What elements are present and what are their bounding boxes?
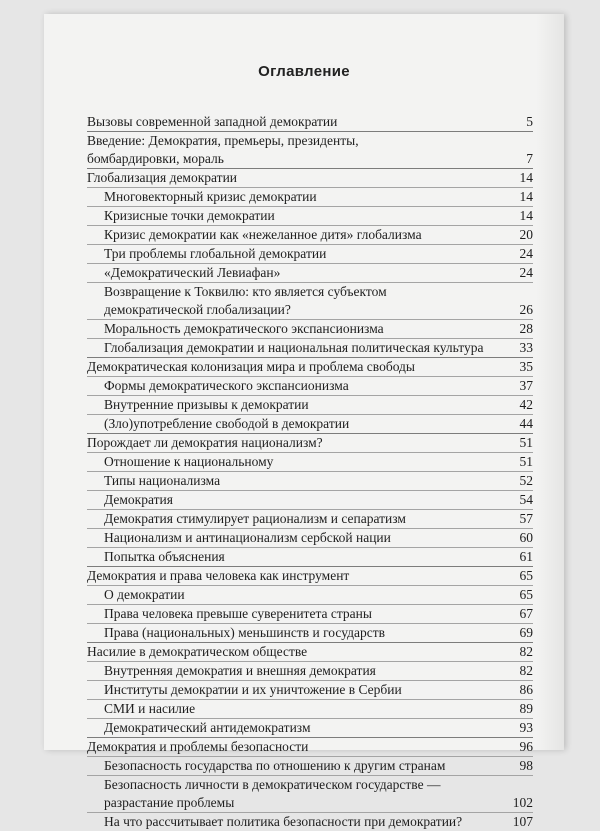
toc-chapter-row bbox=[87, 566, 533, 585]
toc-entry-title: Отношение к национальному bbox=[104, 454, 274, 469]
table-of-contents bbox=[87, 113, 533, 831]
toc-entry-title: Формы демократического экспансионизма bbox=[104, 378, 349, 393]
toc-entry-title: Демократия bbox=[104, 492, 173, 507]
toc-entry-title: Институты демократии и их уничтожение в Сербии bbox=[104, 682, 402, 697]
toc-page-number: 44 bbox=[519, 416, 533, 431]
toc-subsection-row bbox=[87, 604, 533, 623]
toc-page-number: 37 bbox=[519, 378, 533, 393]
toc-entry-title: Внутренние призывы к демократии bbox=[104, 397, 309, 412]
toc-subsection-row bbox=[87, 775, 533, 812]
toc-page-number: 33 bbox=[519, 340, 533, 355]
toc-page-number: 96 bbox=[519, 739, 533, 754]
toc-entry-title: Моральность демократического экспансионизма bbox=[104, 321, 384, 336]
toc-page-number: 82 bbox=[519, 644, 533, 659]
toc-page-number: 102 bbox=[512, 795, 533, 810]
toc-entry-title: Три проблемы глобальной демократии bbox=[104, 246, 327, 261]
toc-page-number: 28 bbox=[519, 321, 533, 336]
toc-entry-title: О демократии bbox=[104, 587, 185, 602]
toc-subsection-row bbox=[87, 718, 533, 737]
toc-page-number: 14 bbox=[519, 189, 533, 204]
toc-subsection-row bbox=[87, 509, 533, 528]
toc-chapter-row bbox=[87, 131, 533, 168]
toc-subsection-row bbox=[87, 623, 533, 642]
toc-entry-title: Кризис демократии как «нежеланное дитя» глобализма bbox=[104, 227, 422, 242]
toc-page-number: 42 bbox=[519, 397, 533, 412]
toc-page-number: 67 bbox=[519, 606, 533, 621]
toc-subsection-row bbox=[87, 452, 533, 471]
toc-entry-title: Демократия стимулирует рационализм и сепаратизм bbox=[104, 511, 406, 526]
toc-page-number: 20 bbox=[519, 227, 533, 242]
toc-page-number: 14 bbox=[519, 208, 533, 223]
toc-entry-title: Права (национальных) меньшинств и государств bbox=[104, 625, 385, 640]
toc-subsection-row bbox=[87, 376, 533, 395]
toc-entry-title: Глобализация демократии и национальная политическая культура bbox=[104, 340, 484, 355]
toc-subsection-row bbox=[87, 244, 533, 263]
toc-entry-title: Попытка объяснения bbox=[104, 549, 225, 564]
toc-entry-title: Демократическая колонизация мира и проблема свободы bbox=[87, 359, 415, 374]
toc-entry-title: «Демократический Левиафан» bbox=[104, 265, 281, 280]
toc-subsection-row bbox=[87, 756, 533, 775]
toc-chapter-row bbox=[87, 737, 533, 756]
toc-page-number: 5 bbox=[526, 114, 533, 129]
toc-entry-title: Порождает ли демократия национализм? bbox=[87, 435, 323, 450]
toc-entry-title: (Зло)употребление свободой в демократии bbox=[104, 416, 350, 431]
toc-chapter-row bbox=[87, 642, 533, 661]
toc-page-number: 65 bbox=[519, 587, 533, 602]
toc-subsection-row bbox=[87, 225, 533, 244]
toc-entry-title: Демократия и проблемы безопасности bbox=[87, 739, 309, 754]
toc-entry-title: Многовекторный кризис демократии bbox=[104, 189, 317, 204]
toc-entry-title: Национализм и антинационализм сербской нации bbox=[104, 530, 391, 545]
toc-subsection-row bbox=[87, 680, 533, 699]
toc-page-number: 93 bbox=[519, 720, 533, 735]
toc-entry-title: СМИ и насилие bbox=[104, 701, 196, 716]
toc-subsection-row bbox=[87, 699, 533, 718]
toc-subsection-row bbox=[87, 528, 533, 547]
toc-subsection-row bbox=[87, 661, 533, 680]
toc-page-number: 86 bbox=[519, 682, 533, 697]
toc-chapter-row bbox=[87, 433, 533, 452]
toc-chapter-row bbox=[87, 113, 533, 131]
toc-entry-title: Введение: Демократия, премьеры, президенты, бомбардировки, мораль bbox=[87, 133, 359, 166]
toc-subsection-row bbox=[87, 282, 533, 319]
toc-entry-title: Типы национализма bbox=[104, 473, 221, 488]
toc-page-number: 26 bbox=[519, 302, 533, 317]
toc-subsection-row bbox=[87, 585, 533, 604]
toc-page-number: 24 bbox=[519, 265, 533, 280]
toc-entry-title: Безопасность личности в демократическом государстве — разрастание проблемы bbox=[104, 777, 441, 810]
toc-page-number: 69 bbox=[519, 625, 533, 640]
toc-entry-title: На что рассчитывает политика безопасности при демократии? bbox=[104, 814, 463, 829]
toc-page-number: 24 bbox=[519, 246, 533, 261]
toc-entry-title: Внутренняя демократия и внешняя демократия bbox=[104, 663, 376, 678]
toc-subsection-row bbox=[87, 414, 533, 433]
toc-entry-title: Права человека превыше суверенитета страны bbox=[104, 606, 372, 621]
toc-subsection-row bbox=[87, 263, 533, 282]
toc-chapter-row bbox=[87, 357, 533, 376]
toc-page-number: 98 bbox=[519, 758, 533, 773]
toc-subsection-row bbox=[87, 395, 533, 414]
toc-page-number: 35 bbox=[519, 359, 533, 374]
toc-entry-title: Глобализация демократии bbox=[87, 170, 238, 185]
toc-subsection-row bbox=[87, 187, 533, 206]
toc-page-number: 51 bbox=[519, 454, 533, 469]
toc-subsection-row bbox=[87, 812, 533, 831]
toc-page-number: 60 bbox=[519, 530, 533, 545]
toc-subsection-row bbox=[87, 547, 533, 566]
toc-entry-title: Насилие в демократическом обществе bbox=[87, 644, 308, 659]
toc-page-number: 7 bbox=[526, 151, 533, 166]
toc-subsection-row bbox=[87, 206, 533, 225]
toc-page-number: 65 bbox=[519, 568, 533, 583]
toc-subsection-row bbox=[87, 490, 533, 509]
toc-entry-title: Демократия и права человека как инструмент bbox=[87, 568, 350, 583]
toc-page-number: 52 bbox=[519, 473, 533, 488]
toc-entry-title: Безопасность государства по отношению к другим странам bbox=[104, 758, 446, 773]
page-title: Оглавление bbox=[258, 63, 350, 80]
toc-page-number: 54 bbox=[519, 492, 533, 507]
toc-page-number: 57 bbox=[519, 511, 533, 526]
toc-subsection-row bbox=[87, 319, 533, 338]
toc-entry-title: Вызовы современной западной демократии bbox=[87, 114, 338, 129]
toc-chapter-row bbox=[87, 168, 533, 187]
toc-subsection-row bbox=[87, 338, 533, 357]
toc-entry-title: Демократический антидемократизм bbox=[104, 720, 311, 735]
toc-entry-title: Возвращение к Токвилю: кто является субъектом демократической глобализации? bbox=[104, 284, 387, 317]
page-edge-shadow bbox=[536, 14, 564, 750]
toc-page-number: 89 bbox=[519, 701, 533, 716]
toc-entry-title: Кризисные точки демократии bbox=[104, 208, 275, 223]
toc-page-number: 107 bbox=[512, 814, 533, 829]
toc-page-number: 82 bbox=[519, 663, 533, 678]
toc-page-number: 51 bbox=[519, 435, 533, 450]
toc-page-number: 61 bbox=[519, 549, 533, 564]
toc-page-number: 14 bbox=[519, 170, 533, 185]
book-page bbox=[44, 14, 564, 829]
toc-subsection-row bbox=[87, 471, 533, 490]
